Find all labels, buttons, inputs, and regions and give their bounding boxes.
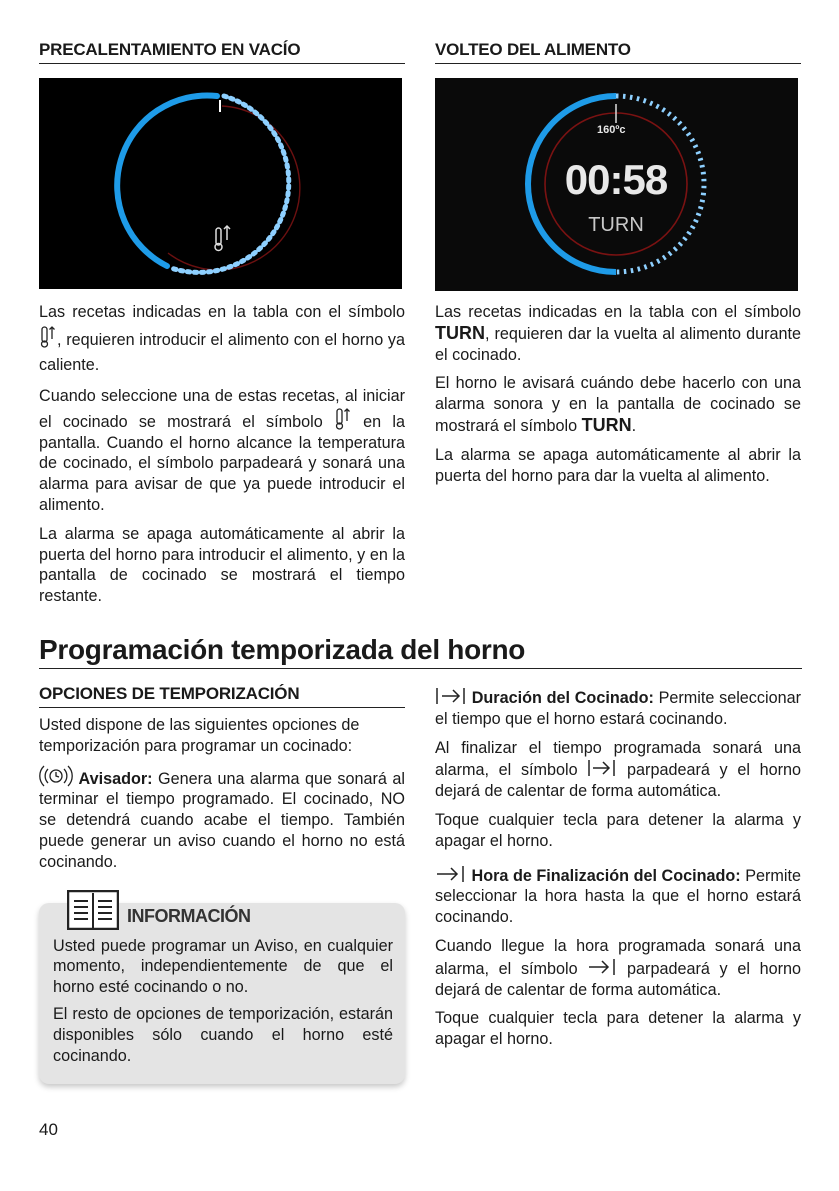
preheat-paragraph-2: Cuando seleccione una de estas recetas, al iniciar el cocinado se mostrará el símbolo en la pantalla. Cuando el horno alcance la temperatura de cocinado, el símbolo parpadeará y sonará una alarma para avisar de que ya puede introducir el alimento. <box>39 387 405 514</box>
end-time-icon <box>587 957 617 977</box>
preheat-dial-graphic <box>39 78 402 289</box>
preheat-paragraph-1: Las recetas indicadas en la tabla con el símbolo , requieren introducir el alimento con el horno ya caliente. <box>39 303 405 374</box>
page-number: 40 <box>39 1120 58 1139</box>
turn-screen-label: TURN <box>588 214 644 236</box>
turn-section <box>435 40 801 494</box>
page-title: Programación temporizada del horno <box>39 634 802 669</box>
preheat-screen-image <box>39 78 402 289</box>
end-time-label: Hora de Finalización del Cocinado: <box>471 866 741 885</box>
turn-screen-temp: 160ºc <box>597 124 626 136</box>
end-time-icon <box>435 864 467 884</box>
preheat-paragraph-3: La alarma se apaga automáticamente al abrir la puerta del horno para introducir el alimento, y en la pantalla de cocinado se mostrará el tiempo restante. <box>39 524 405 606</box>
turn-symbol: TURN <box>581 414 632 435</box>
turn-paragraph-1: Las recetas indicadas en la tabla con el símbolo TURN, requieren dar la vuelta al alimento durante el cocinado. <box>435 303 801 364</box>
turn-paragraph-3: La alarma se apaga automáticamente al abrir la puerta del horno para dar la vuelta al alimento. <box>435 445 801 485</box>
duration-paragraph-2: Al finalizar el tiempo programada sonará una alarma, el símbolo parpadeará y el horno dejará de calentar de forma automática. <box>435 738 802 801</box>
thermometer-icon <box>334 407 352 431</box>
timer-modes-section <box>435 686 801 1058</box>
thermometer-icon <box>215 226 230 251</box>
info-header <box>67 890 251 930</box>
duration-paragraph-3: Toque cualquier tecla para detener la alarma y apagar el horno. <box>435 810 801 850</box>
info-box <box>39 903 405 1085</box>
end-time-paragraph-3: Toque cualquier tecla para detener la alarma y apagar el horno. <box>435 1009 801 1049</box>
info-heading: INFORMACIÓN <box>127 905 251 926</box>
turn-screen-image <box>435 78 798 291</box>
book-info-icon <box>67 890 119 930</box>
info-paragraph-2: El resto de opciones de temporización, estarán disponibles sólo cuando el horno esté cocinando. <box>53 1004 393 1065</box>
turn-title: VOLTEO DEL ALIMENTO <box>435 40 801 64</box>
turn-symbol: TURN <box>435 322 485 343</box>
turn-paragraph-2: El horno le avisará cuándo debe hacerlo con una alarma sonora y en la pantalla de cocinado se mostrará el símbolo TURN. <box>435 374 801 435</box>
alarm-bell-icon <box>39 765 73 787</box>
duration-label: Duración del Cocinado: <box>471 689 654 707</box>
duration-icon <box>435 686 467 706</box>
end-time-paragraph-2: Cuando llegue la hora programada sonará una alarma, el símbolo parpadeará y el horno dejará de calentar de forma automática. <box>435 936 802 999</box>
duration-paragraph: Duración del Cocinado: Permite seleccionar el tiempo que el horno estará cocinando. <box>435 686 801 730</box>
avisador-label: Avisador: <box>78 769 153 788</box>
preheat-title: PRECALENTAMIENTO EN VACÍO <box>39 40 405 64</box>
end-time-paragraph: Hora de Finalización del Cocinado: Permite seleccionar la hora hasta la que el horno estará cocinando. <box>435 864 801 928</box>
info-paragraph-1: Usted puede programar un Aviso, en cualquier momento, independientemente de que el horno esté cocinando o no. <box>53 936 393 997</box>
turn-screen-time: 00:58 <box>564 156 668 203</box>
avisador-paragraph: Avisador: Genera una alarma que sonará al terminar el tiempo programado. El cocinado, NO se detendrá cuando acabe el tiempo. También puede generar un aviso cuando el horno no está cocinando. <box>39 765 405 873</box>
timer-options-intro: Usted dispone de las siguientes opciones de temporización para programar un cocinado: <box>39 716 360 755</box>
timer-options-title: OPCIONES DE TEMPORIZACIÓN <box>39 684 405 708</box>
thermometer-icon <box>39 325 57 349</box>
timer-options-section <box>39 684 405 1084</box>
duration-icon <box>587 758 617 778</box>
preheat-section <box>39 40 405 615</box>
